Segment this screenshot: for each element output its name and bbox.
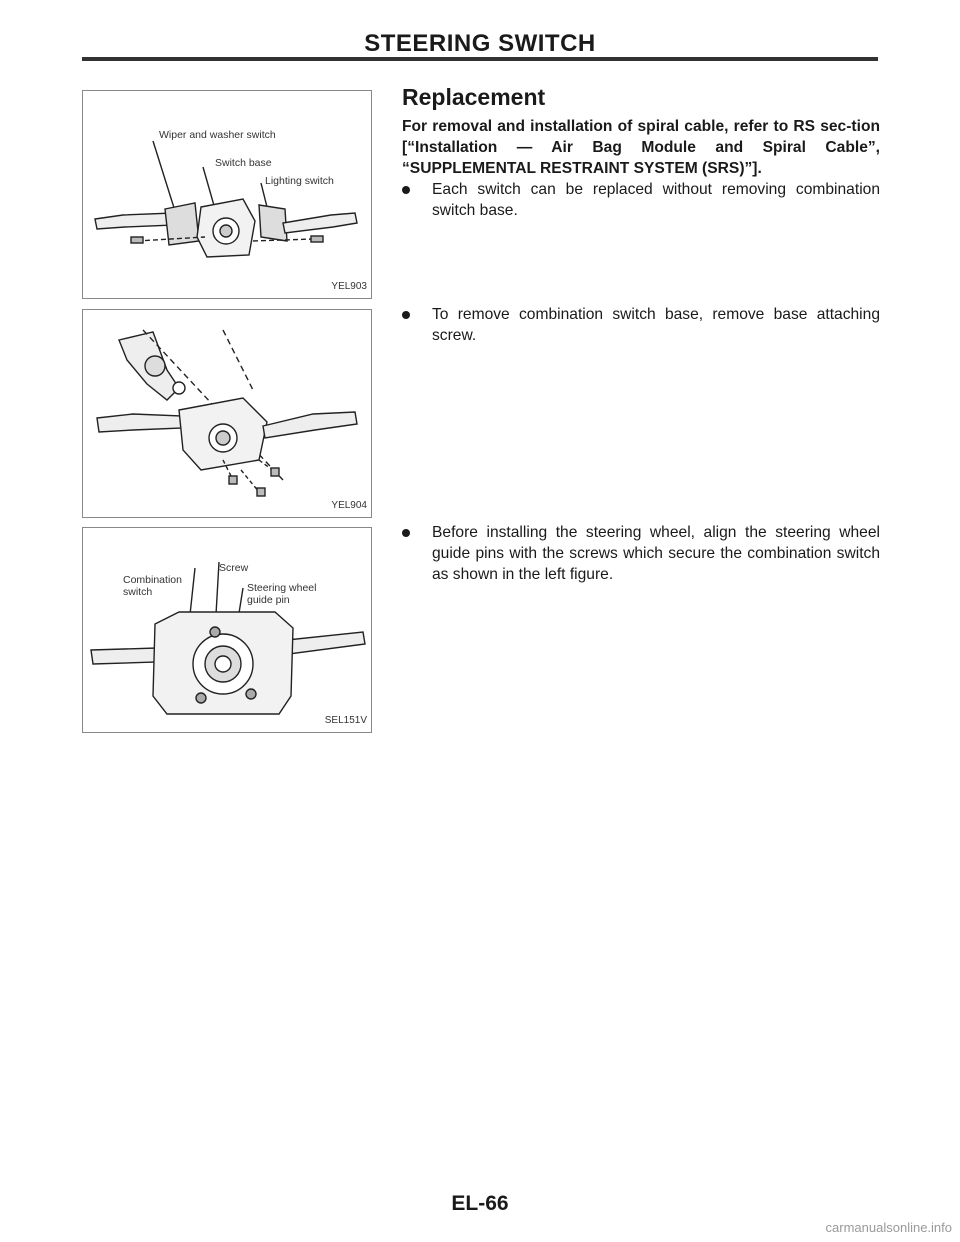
- label-lighting-switch: Lighting switch: [265, 175, 334, 187]
- label-wiper-and-washer-switch: Wiper and washer switch: [159, 129, 276, 141]
- label-steering-wheel-guide-pin: Steering wheel guide pin: [247, 582, 317, 606]
- bullet-text: To remove combination switch base, remove base attaching screw.: [432, 306, 880, 344]
- bullet-item: [402, 522, 880, 585]
- page-header-title: STEERING SWITCH: [364, 30, 596, 57]
- label-screw: Screw: [219, 562, 249, 574]
- figure-code: SEL151V: [324, 715, 367, 726]
- bullet-text: Each switch can be replaced without removing combination switch base.: [432, 181, 880, 219]
- bullet-dot-icon: [402, 186, 410, 194]
- figure-yel903: [82, 90, 372, 299]
- section-heading: Replacement: [402, 84, 546, 110]
- label-switch-base: Switch base: [215, 157, 272, 169]
- figure-code: YEL903: [331, 281, 367, 292]
- label-combination-switch: Combination switch: [123, 574, 182, 598]
- guide-pin-alignment-illustration: [83, 528, 373, 734]
- figure-yel904: [82, 309, 372, 518]
- page-number: EL-66: [451, 1192, 509, 1215]
- bullet-dot-icon: [402, 529, 410, 537]
- bullet-text: Before installing the steering wheel, align the steering wheel guide pins with the screws which secure the combination switch as shown in the left figure.: [432, 524, 880, 583]
- bullet-dot-icon: [402, 311, 410, 319]
- figure-sel151v: [82, 527, 372, 733]
- bullet-item: [402, 179, 880, 221]
- bullet-item: [402, 304, 880, 346]
- intro-paragraph: For removal and installation of spiral cable, refer to RS sec-tion [“Installation — Air Bag Module and Spiral Cable”, “SUPPLEMENTAL RESTRAINT SYSTEM (SRS)”].: [402, 118, 880, 177]
- watermark: carmanualsonline.info: [825, 1220, 952, 1235]
- header-rule: [82, 57, 878, 61]
- switch-base-removal-illustration: [83, 310, 373, 519]
- switch-assembly-illustration: [83, 91, 373, 300]
- figure-code: YEL904: [331, 500, 367, 511]
